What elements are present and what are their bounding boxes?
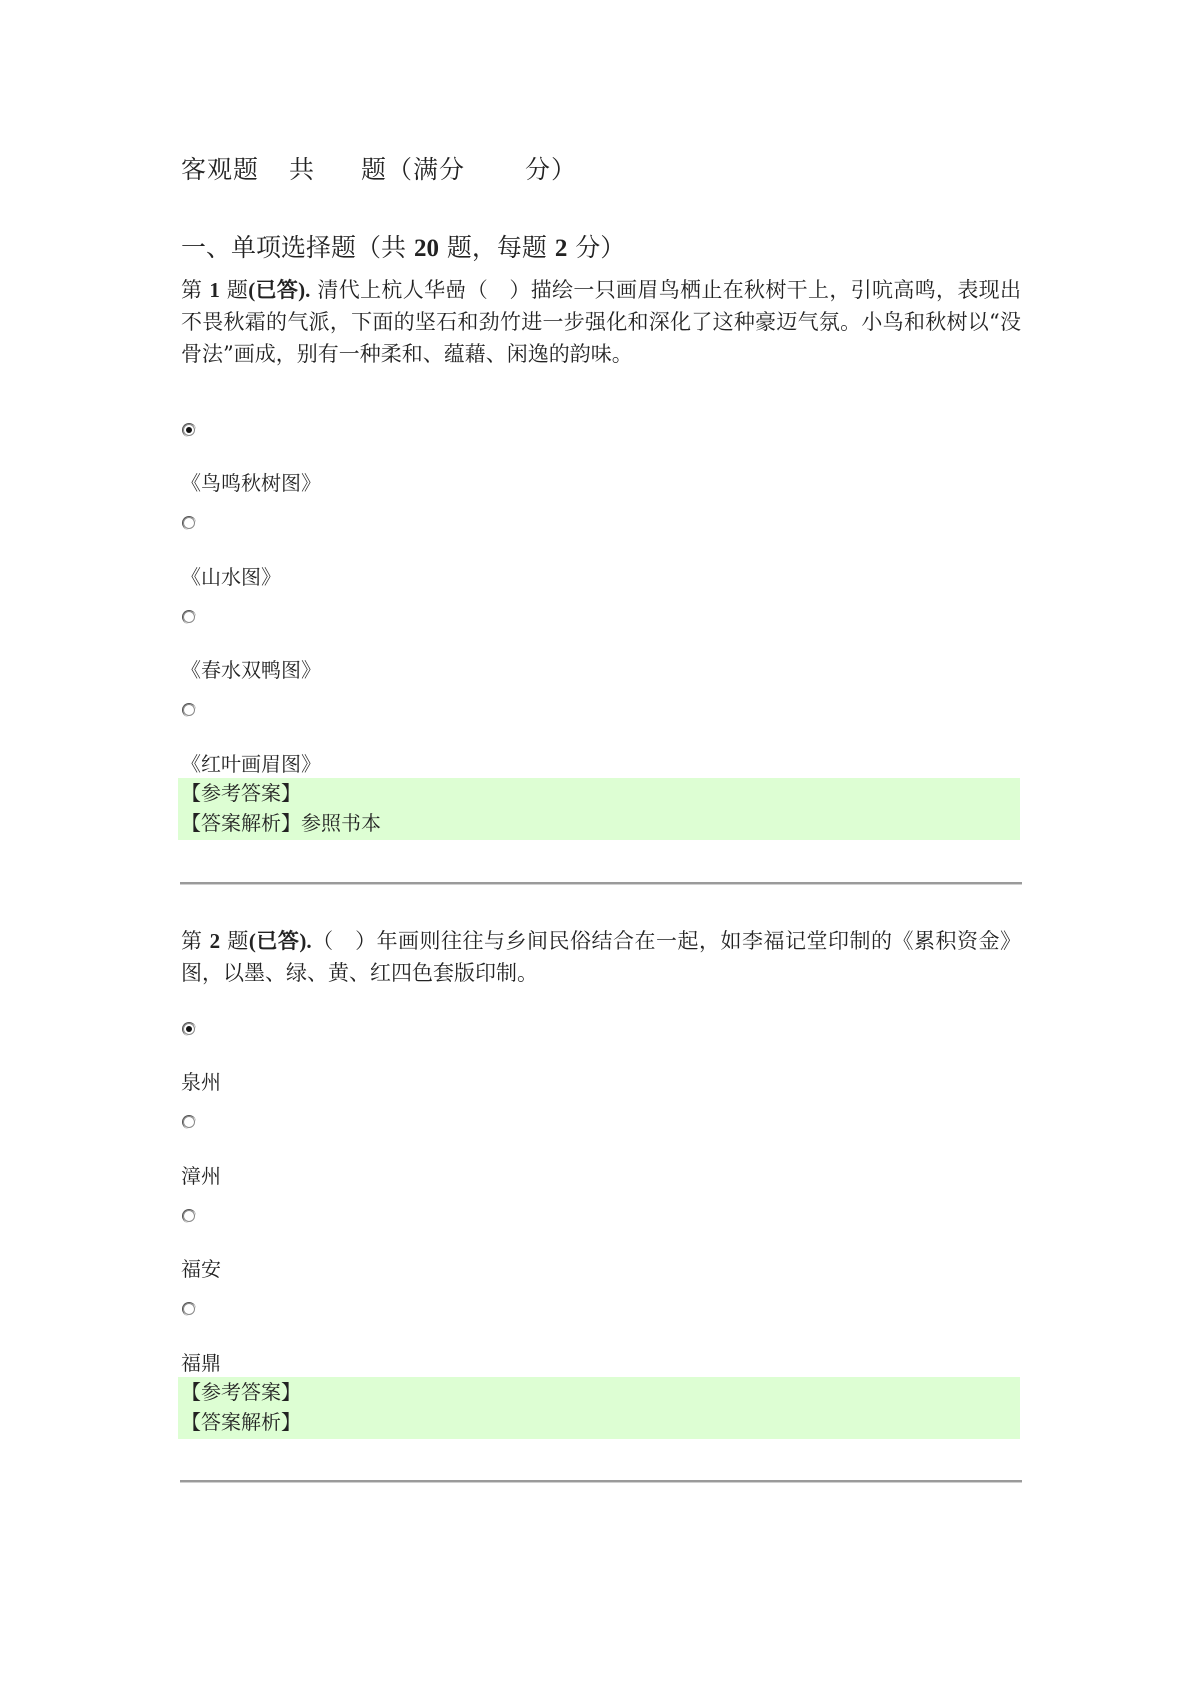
question-divider	[180, 882, 1022, 885]
q2-option-3-label: 福安	[181, 1257, 221, 1281]
q2-answer-box	[178, 1377, 1020, 1439]
section-points: 2	[554, 235, 568, 262]
question-2	[181, 925, 1021, 989]
question-label-pre: 第	[181, 929, 210, 953]
header-part-1: 客观题	[181, 155, 260, 184]
analysis-row	[181, 808, 1020, 838]
answer-label: 【参考答案】	[181, 781, 301, 805]
question-1	[181, 274, 1021, 370]
q2-option-3-radio[interactable]	[183, 1210, 195, 1222]
q1-option-1-radio[interactable]	[183, 424, 195, 436]
analysis-label: 【答案解析】	[181, 1410, 301, 1434]
question-status: (已答).	[248, 278, 311, 302]
q2-option-2-radio[interactable]	[183, 1116, 195, 1128]
q1-option-3-label: 《春水双鸭图》	[181, 658, 321, 682]
q2-option-2-label: 漳州	[181, 1164, 221, 1188]
section-title	[181, 228, 625, 264]
exam-header	[181, 150, 577, 186]
question-label-pre: 第	[181, 278, 210, 302]
q1-option-4-radio[interactable]	[183, 704, 195, 716]
section-count: 20	[413, 235, 439, 262]
q2-option-4-label: 福鼎	[181, 1351, 221, 1375]
section-prefix: 一、单项选择题（共	[181, 233, 414, 262]
question-number: 2	[209, 929, 221, 953]
header-part-4: 分）	[525, 155, 578, 184]
q2-option-4-radio[interactable]	[183, 1303, 195, 1315]
section-suffix: 分）	[567, 233, 626, 262]
answer-label: 【参考答案】	[181, 1380, 301, 1404]
question-label-post: 题	[219, 278, 249, 302]
analysis-label: 【答案解析】	[181, 811, 301, 835]
q2-option-1-radio[interactable]	[183, 1023, 195, 1035]
q1-answer-box	[178, 778, 1020, 840]
question-number: 1	[209, 278, 220, 302]
question-2-text	[181, 925, 1021, 989]
question-stem: 清代上杭人华喦（ ）描绘一只画眉鸟栖止在秋树干上，引吭高鸣，表现出不畏秋霜的气派，下面的坚石和劲竹进一步强化和深化了这种豪迈气氛。小鸟和秋树以“没骨法”画成，别有一种柔和、蕴藉、闲逸的韵味。	[181, 278, 1021, 366]
question-stem: （ ）年画则往往与乡间民俗结合在一起，如李福记堂印制的《累积资金》图，以墨、绿、黄、红四色套版印制。	[181, 929, 1021, 985]
header-part-2: 共	[289, 155, 316, 184]
q1-option-2-label: 《山水图》	[181, 565, 281, 589]
question-status: (已答).	[248, 929, 312, 953]
q1-option-4-label: 《红叶画眉图》	[181, 752, 321, 776]
question-1-text	[181, 274, 1021, 370]
question-label-post: 题	[220, 929, 249, 953]
q1-option-3-radio[interactable]	[183, 611, 195, 623]
section-middle: 题，每题	[438, 233, 555, 262]
q1-option-1-label: 《鸟鸣秋树图》	[181, 471, 321, 495]
question-divider	[180, 1480, 1022, 1483]
analysis-text: 参照书本	[301, 811, 381, 835]
header-part-3: 题（满分	[361, 155, 466, 184]
q1-option-2-radio[interactable]	[183, 517, 195, 529]
analysis-row	[181, 1407, 1020, 1437]
q2-option-1-label: 泉州	[181, 1070, 221, 1094]
